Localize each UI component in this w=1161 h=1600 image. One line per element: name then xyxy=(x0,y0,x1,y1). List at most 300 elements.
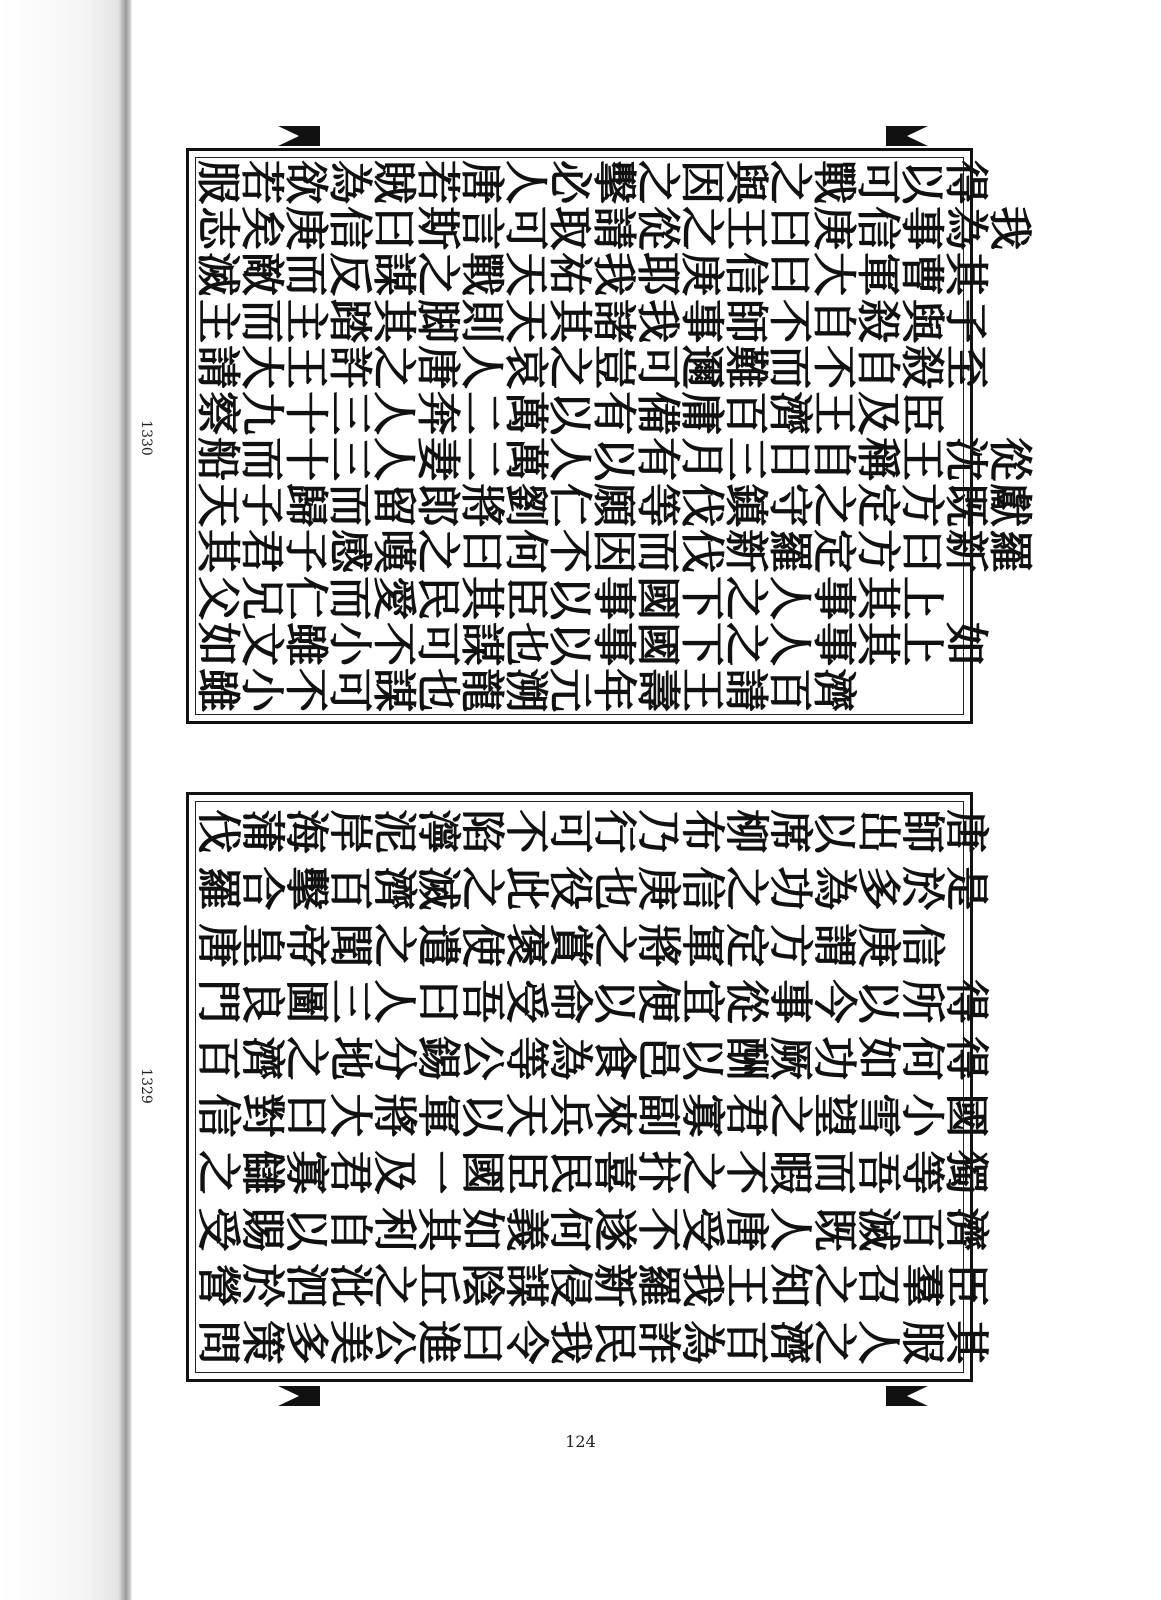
text-char: 獨 xyxy=(940,1150,992,1195)
text-char: 寡 xyxy=(280,1150,332,1195)
text-char: 濟 xyxy=(940,1206,992,1251)
text-char: 妻 xyxy=(412,437,463,482)
text-char: 謀 xyxy=(456,621,508,666)
text-char: 鎮 xyxy=(720,483,772,528)
text-char: 人 xyxy=(544,437,595,482)
text-char: 大 xyxy=(324,1093,375,1138)
text-char: 滅 xyxy=(412,866,464,911)
text-char: 濟 xyxy=(808,667,860,712)
text-char: 不 xyxy=(808,344,860,389)
text-char: 賊 xyxy=(368,160,419,205)
text-char: 軍 xyxy=(412,1093,463,1138)
text-char: 不 xyxy=(544,529,596,574)
text-char: 之 xyxy=(720,621,772,666)
text-char: 愛 xyxy=(368,575,419,620)
text-char: 以 xyxy=(544,621,596,666)
text-char: 而 xyxy=(236,437,287,482)
text-char xyxy=(854,668,900,712)
text-char xyxy=(898,668,944,712)
text-char: 戰 xyxy=(456,252,508,297)
text-char: 美 xyxy=(324,1320,376,1365)
text-char: 詐 xyxy=(632,1320,684,1365)
text-char: 以 xyxy=(456,1093,507,1138)
text-char: 備 xyxy=(632,390,684,435)
text-char: 濟 xyxy=(368,866,420,911)
text-char: 國 xyxy=(632,575,683,620)
text-char: 何 xyxy=(544,1206,596,1251)
text-char: 上 xyxy=(896,621,948,666)
text-char: 以 xyxy=(676,1036,728,1081)
text-char: 事 xyxy=(896,206,948,251)
text-char: 將 xyxy=(456,483,508,528)
text-char: 雖 xyxy=(280,621,332,666)
text-char: 雖 xyxy=(192,667,244,712)
text-char: 遂 xyxy=(588,1206,640,1251)
text-char: 定 xyxy=(852,483,904,528)
text-char: 九 xyxy=(236,390,288,435)
text-char: 我 xyxy=(544,1320,596,1365)
text-char: 伐 xyxy=(676,529,728,574)
text-char: 羅 xyxy=(984,529,1036,574)
text-char: 門 xyxy=(192,979,244,1024)
text-char: 之 xyxy=(764,160,815,205)
text-char: 謀 xyxy=(500,1263,552,1308)
text-char: 伐 xyxy=(192,809,244,854)
text-char: 臣 xyxy=(500,575,551,620)
text-char: 戰 xyxy=(808,160,859,205)
text-char: 之 xyxy=(720,866,772,911)
text-char: 王 xyxy=(280,344,332,389)
text-char: 受 xyxy=(192,1206,244,1251)
text-char: 曰 xyxy=(764,252,816,297)
text-char: 從 xyxy=(720,979,772,1024)
text-char: 豈 xyxy=(588,344,640,389)
text-char: 唐 xyxy=(940,809,992,854)
text-char: 一 xyxy=(412,1150,464,1195)
text-char: 令 xyxy=(500,1320,552,1365)
text-char: 王 xyxy=(896,437,947,482)
text-char: 曰 xyxy=(764,206,816,251)
text-char: 曰 xyxy=(412,979,464,1024)
text-char: 哀 xyxy=(500,344,552,389)
text-char: 請 xyxy=(192,344,244,389)
text-char: 而 xyxy=(808,1150,860,1195)
text-char: 可 xyxy=(632,344,684,389)
text-char: 為 xyxy=(676,1320,728,1365)
text-char: 溯 xyxy=(500,667,552,712)
text-char: 之 xyxy=(412,529,464,574)
text-char: 滅 xyxy=(852,1206,904,1251)
text-char: 召 xyxy=(852,1263,904,1308)
text-char: 之 xyxy=(368,922,420,967)
text-char: 軍 xyxy=(852,252,904,297)
text-char: 自 xyxy=(324,1206,376,1251)
text-char: 萬 xyxy=(500,437,551,482)
text-char: 郎 xyxy=(412,483,464,528)
text-char: 使 xyxy=(456,922,508,967)
text-char: 命 xyxy=(544,979,596,1024)
text-char: 欲 xyxy=(280,160,331,205)
text-char: 羅 xyxy=(632,1263,684,1308)
text-char: 公 xyxy=(456,1036,508,1081)
text-char: 信 xyxy=(896,922,948,967)
text-char: 於 xyxy=(896,866,948,911)
text-char: 吾 xyxy=(456,979,508,1024)
text-char: 等 xyxy=(896,1150,948,1195)
text-char: 出 xyxy=(852,809,904,854)
text-char: 功 xyxy=(808,1036,860,1081)
text-char: 而 xyxy=(632,529,684,574)
text-char: 利 xyxy=(368,1206,420,1251)
text-char: 子 xyxy=(236,483,288,528)
text-char: 也 xyxy=(588,866,640,911)
text-char: 陷 xyxy=(456,809,508,854)
text-char: 便 xyxy=(632,979,684,1024)
bottom-page-number: 1329 xyxy=(137,1068,154,1104)
text-char: 受 xyxy=(676,1206,728,1251)
text-char xyxy=(942,576,988,620)
text-char: 問 xyxy=(192,1320,244,1365)
text-char: 人 xyxy=(764,1206,816,1251)
text-char: 三 xyxy=(324,979,376,1024)
text-char: 其 xyxy=(456,575,507,620)
text-char: 天 xyxy=(500,1093,551,1138)
text-char: 願 xyxy=(588,483,640,528)
top-page xyxy=(186,148,1036,724)
text-char: 不 xyxy=(764,298,815,343)
text-char: 席 xyxy=(764,809,816,854)
text-char: 濟 xyxy=(236,1036,288,1081)
text-char: 義 xyxy=(500,1206,552,1251)
fish-tail-mark xyxy=(278,126,320,146)
text-char: 得 xyxy=(940,160,991,205)
text-char: 事 xyxy=(808,575,859,620)
text-char: 王 xyxy=(808,390,860,435)
text-char xyxy=(986,160,1032,204)
text-char: 請 xyxy=(720,667,772,712)
text-char: 獻 xyxy=(984,483,1036,528)
bottom-page-text-grid xyxy=(192,803,992,1371)
text-char: 大 xyxy=(808,252,860,297)
text-char: 知 xyxy=(764,1263,816,1308)
text-char: 萬 xyxy=(500,390,552,435)
text-char: 之 xyxy=(544,344,596,389)
text-char: 有 xyxy=(632,437,683,482)
text-char: 不 xyxy=(500,809,552,854)
text-char: 為 xyxy=(544,1036,596,1081)
text-char: 日 xyxy=(764,437,815,482)
text-char: 副 xyxy=(632,1093,683,1138)
text-char: 我 xyxy=(588,252,640,297)
text-char: 滅 xyxy=(192,252,244,297)
text-char: 多 xyxy=(852,866,904,911)
text-char: 反 xyxy=(324,252,376,297)
text-char: 天 xyxy=(500,298,551,343)
text-char: 其 xyxy=(368,298,419,343)
text-char: 稱 xyxy=(852,437,903,482)
text-char: 自 xyxy=(808,298,859,343)
text-char: 岸 xyxy=(324,809,376,854)
text-char: 營 xyxy=(192,1263,244,1308)
text-char: 庸 xyxy=(676,390,728,435)
text-char: 泥 xyxy=(368,809,420,854)
text-char: 天 xyxy=(500,252,552,297)
text-char: 必 xyxy=(544,160,595,205)
text-char: 言 xyxy=(456,206,508,251)
text-char: 十 xyxy=(280,390,332,435)
text-char: 師 xyxy=(720,298,771,343)
text-char: 厥 xyxy=(764,1036,816,1081)
text-char: 踏 xyxy=(324,298,375,343)
text-char: 海 xyxy=(280,809,332,854)
text-char: 信 xyxy=(720,252,772,297)
text-char: 可 xyxy=(500,206,552,251)
text-char: 事 xyxy=(808,621,860,666)
text-char: 臣 xyxy=(940,1263,992,1308)
text-char: 策 xyxy=(236,1320,288,1365)
text-char: 擊 xyxy=(280,866,332,911)
text-char: 曰 xyxy=(280,1093,331,1138)
text-char: 濟 xyxy=(764,390,816,435)
text-char: 所 xyxy=(896,979,948,1024)
text-char: 分 xyxy=(368,1036,420,1081)
text-char: 陰 xyxy=(456,1263,508,1308)
text-char: 將 xyxy=(632,922,684,967)
text-char: 二 xyxy=(456,437,507,482)
text-char: 人 xyxy=(764,621,816,666)
text-char: 受 xyxy=(500,979,552,1024)
text-char: 百 xyxy=(720,1320,772,1365)
text-char: 良 xyxy=(236,979,288,1024)
text-char: 酬 xyxy=(720,1036,772,1081)
text-char: 聞 xyxy=(324,922,376,967)
text-char: 殺 xyxy=(896,344,948,389)
text-char: 以 xyxy=(280,1206,332,1251)
text-char: 諸 xyxy=(588,298,639,343)
text-char: 民 xyxy=(412,575,463,620)
text-char: 也 xyxy=(500,621,552,666)
text-char: 我 xyxy=(676,1263,728,1308)
text-char: 二 xyxy=(456,390,508,435)
text-char: 奔 xyxy=(412,390,464,435)
text-char: 年 xyxy=(588,667,640,712)
text-char: 得 xyxy=(940,979,992,1024)
text-char: 師 xyxy=(896,809,948,854)
text-char: 船 xyxy=(192,437,243,482)
text-char: 殺 xyxy=(852,298,903,343)
text-char: 壽 xyxy=(632,667,684,712)
text-char: 謀 xyxy=(368,667,420,712)
text-char: 我 xyxy=(984,206,1036,251)
text-char: 如 xyxy=(940,621,992,666)
text-char: 來 xyxy=(588,1093,639,1138)
text-char: 百 xyxy=(896,1206,948,1251)
text-char: 小 xyxy=(236,667,288,712)
text-char: 賞 xyxy=(544,922,596,967)
text-char: 之 xyxy=(368,344,420,389)
text-char: 百 xyxy=(764,667,816,712)
text-char: 則 xyxy=(456,298,507,343)
text-char: 既 xyxy=(940,483,992,528)
text-char: 之 xyxy=(808,1320,860,1365)
text-char: 為 xyxy=(324,160,375,205)
text-char: 仁 xyxy=(544,483,596,528)
text-char: 濘 xyxy=(412,809,464,854)
text-char: 自 xyxy=(808,437,859,482)
text-char: 國 xyxy=(456,1150,508,1195)
text-char: 羣 xyxy=(896,1263,948,1308)
text-char: 其 xyxy=(940,1320,992,1365)
text-char: 矣 xyxy=(236,206,288,251)
text-char: 得 xyxy=(940,1036,992,1081)
text-char: 於 xyxy=(236,1263,288,1308)
text-char: 下 xyxy=(676,575,727,620)
text-char: 與 xyxy=(896,298,947,343)
text-char: 人 xyxy=(368,437,419,482)
text-char: 謂 xyxy=(808,922,860,967)
text-char xyxy=(986,622,1032,666)
text-char: 從 xyxy=(632,206,684,251)
text-char: 定 xyxy=(720,922,772,967)
text-char: 之 xyxy=(764,1093,815,1138)
text-char: 下 xyxy=(676,621,728,666)
text-char: 行 xyxy=(588,809,640,854)
text-char: 小 xyxy=(896,1093,947,1138)
text-char: 新 xyxy=(940,529,992,574)
text-char: 子 xyxy=(940,298,991,343)
text-char: 以 xyxy=(544,390,596,435)
text-char: 我 xyxy=(632,298,683,343)
text-char: 之 xyxy=(676,1150,728,1195)
text-char: 難 xyxy=(720,344,772,389)
text-char xyxy=(986,299,1032,343)
text-char: 其 xyxy=(852,621,904,666)
text-char: 及 xyxy=(852,390,904,435)
text-char: 濟 xyxy=(764,1320,816,1365)
text-char: 圖 xyxy=(280,979,332,1024)
text-char: 而 xyxy=(764,344,816,389)
text-char: 抃 xyxy=(632,1150,684,1195)
text-char: 國 xyxy=(940,1093,991,1138)
text-char: 事 xyxy=(588,575,639,620)
text-char: 信 xyxy=(852,206,904,251)
text-char xyxy=(937,923,994,967)
text-char: 之 xyxy=(280,1036,332,1081)
text-char: 人 xyxy=(456,344,508,389)
text-char: 上 xyxy=(896,575,947,620)
text-char: 事 xyxy=(764,979,816,1024)
text-char: 劉 xyxy=(500,483,552,528)
text-char: 唐 xyxy=(192,922,244,967)
text-char: 從 xyxy=(984,437,1035,482)
text-char: 君 xyxy=(324,1150,376,1195)
text-char: 十 xyxy=(280,437,331,482)
text-char: 吾 xyxy=(852,1150,904,1195)
text-char: 新 xyxy=(720,529,772,574)
text-char: 王 xyxy=(676,667,728,712)
text-char: 民 xyxy=(544,1150,596,1195)
text-char xyxy=(986,345,1032,389)
text-char: 可 xyxy=(324,667,376,712)
text-char: 大 xyxy=(236,344,288,389)
text-char: 侵 xyxy=(544,1263,596,1308)
text-char: 進 xyxy=(412,1320,464,1365)
text-char: 國 xyxy=(632,621,684,666)
text-char: 仁 xyxy=(280,575,331,620)
text-char: 之 xyxy=(368,1263,420,1308)
text-char xyxy=(986,576,1032,620)
text-char: 祐 xyxy=(544,252,596,297)
text-char: 三 xyxy=(324,437,375,482)
text-char: 之 xyxy=(632,160,683,205)
text-char: 志 xyxy=(192,206,244,251)
text-char: 之 xyxy=(412,252,464,297)
text-char: 宜 xyxy=(676,979,728,1024)
text-char: 人 xyxy=(500,160,551,205)
text-char: 子 xyxy=(280,529,332,574)
text-char: 兄 xyxy=(236,575,287,620)
text-char: 邇 xyxy=(676,344,728,389)
text-char: 擊 xyxy=(588,160,639,205)
text-char: 庚 xyxy=(852,922,904,967)
fish-tail-mark xyxy=(886,1386,928,1406)
text-char: 寡 xyxy=(676,1093,727,1138)
text-char: 守 xyxy=(764,483,816,528)
text-char: 小 xyxy=(324,621,376,666)
text-char: 其 xyxy=(192,529,244,574)
text-char: 將 xyxy=(368,1093,419,1138)
text-char: 百 xyxy=(720,390,772,435)
text-char xyxy=(986,391,1032,435)
text-char: 不 xyxy=(720,1150,772,1195)
text-char: 等 xyxy=(632,483,684,528)
text-char: 之 xyxy=(808,1263,860,1308)
text-char: 父 xyxy=(192,575,243,620)
text-char: 以 xyxy=(544,575,595,620)
text-char: 喜 xyxy=(588,1150,640,1195)
text-char: 斯 xyxy=(412,206,464,251)
text-char: 伐 xyxy=(676,483,728,528)
text-char: 沈 xyxy=(940,437,991,482)
text-char: 請 xyxy=(588,206,640,251)
text-char: 可 xyxy=(544,809,596,854)
text-char: 為 xyxy=(940,206,992,251)
text-char: 因 xyxy=(588,529,640,574)
text-char: 若 xyxy=(236,160,287,205)
text-char: 百 xyxy=(192,1036,244,1081)
text-char: 王 xyxy=(720,1263,772,1308)
text-char: 何 xyxy=(500,529,552,574)
text-char: 之 xyxy=(456,866,508,911)
text-char: 百 xyxy=(324,866,376,911)
text-char: 之 xyxy=(192,1150,244,1195)
text-char: 皇 xyxy=(236,922,288,967)
text-char: 月 xyxy=(676,437,727,482)
text-char: 庚 xyxy=(676,252,728,297)
text-char: 方 xyxy=(764,922,816,967)
text-char: 不 xyxy=(368,621,420,666)
text-char: 天 xyxy=(192,483,244,528)
text-char: 而 xyxy=(280,252,332,297)
text-char: 留 xyxy=(368,483,420,528)
text-char: 感 xyxy=(324,529,376,574)
text-char: 民 xyxy=(588,1320,640,1365)
top-page-margin xyxy=(186,124,973,146)
text-char: 主 xyxy=(280,298,331,343)
text-char: 方 xyxy=(896,483,948,528)
text-char: 三 xyxy=(324,390,376,435)
text-char: 新 xyxy=(588,1263,640,1308)
